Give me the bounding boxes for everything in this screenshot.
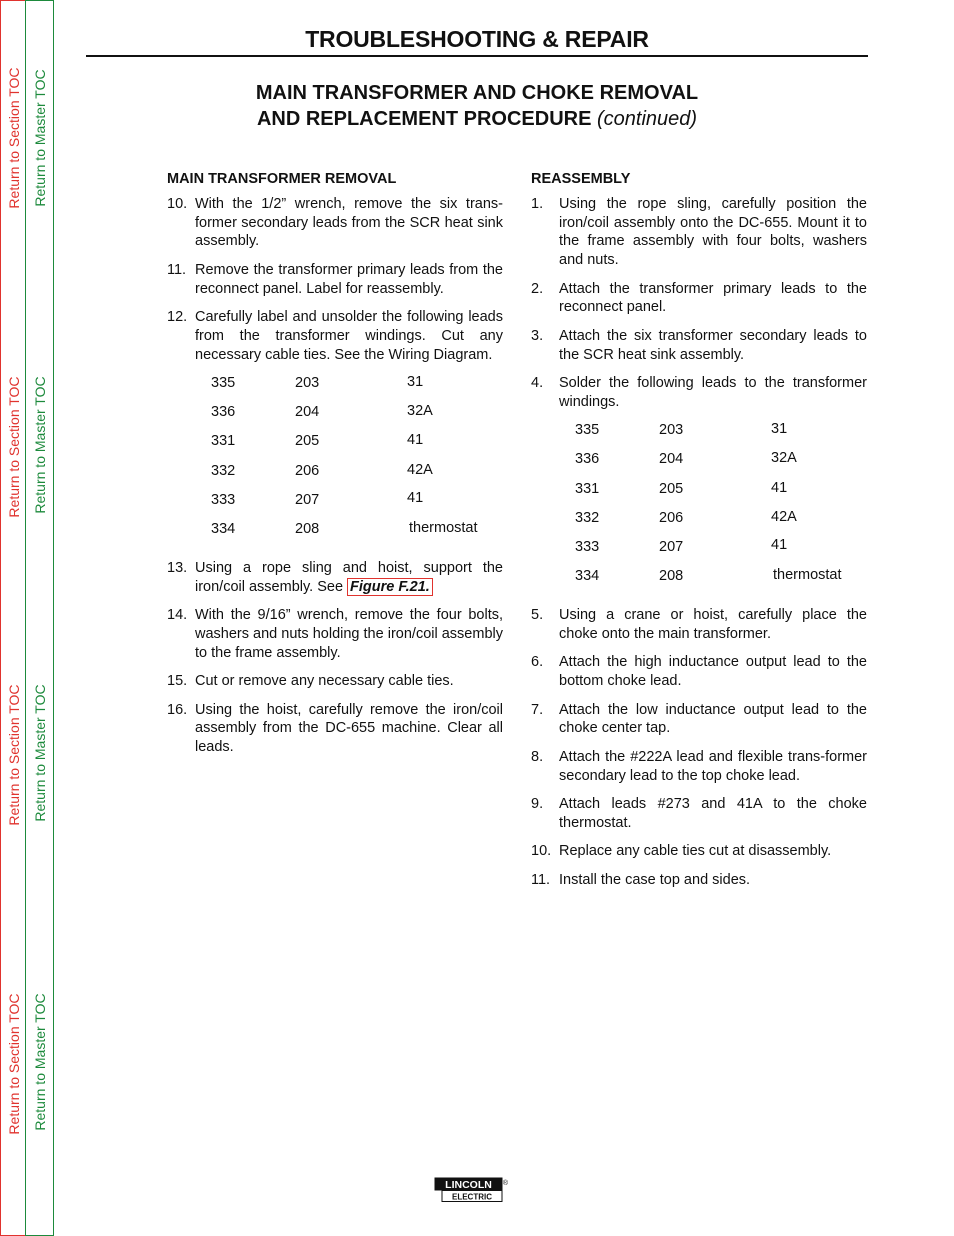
table-row (211, 432, 503, 461)
lead-cell: 203 (295, 374, 320, 391)
lead-cell: 42A (407, 461, 433, 478)
return-to-section-toc-link[interactable]: Return to Section TOC (6, 376, 22, 518)
list-item (167, 701, 503, 757)
lead-cell: 333 (575, 538, 600, 555)
page-title: TROUBLESHOOTING & REPAIR (305, 26, 649, 52)
procedure-title-line2: AND REPLACEMENT PROCEDURE (256, 108, 592, 130)
list-item (531, 195, 867, 270)
step-number: 6. (531, 654, 544, 671)
step-text: Cut or remove any necessary cable ties. (195, 673, 454, 690)
lead-cell: 334 (575, 568, 600, 585)
lead-cell: 207 (295, 491, 320, 508)
step-number: 2. (531, 280, 544, 297)
step-text: Attach the #222A lead and flexible trans-former secondary lead to the top choke lead. (559, 748, 867, 784)
step-text (195, 559, 503, 597)
list-item (167, 261, 503, 299)
lead-cell: 205 (659, 480, 684, 497)
step-number: 3. (531, 327, 544, 344)
removal-column (167, 170, 503, 767)
lead-cell: 336 (575, 451, 600, 468)
lead-cell: 332 (575, 509, 600, 526)
return-to-master-toc-link[interactable]: Return to Master TOC (32, 993, 48, 1131)
list-item (531, 374, 867, 412)
lead-cell: 332 (211, 462, 236, 479)
lead-cell: 331 (575, 480, 600, 497)
procedure-title-line2-wrap (86, 106, 868, 132)
step-number: 11. (531, 871, 551, 888)
step-number: 11. (167, 261, 187, 278)
step-number: 16. (167, 701, 188, 718)
lead-cell: 335 (211, 374, 236, 391)
lead-cell: 204 (295, 404, 320, 421)
figure-f21-link[interactable]: Figure F.21. (347, 578, 433, 596)
list-item (531, 871, 867, 890)
logo-top-text: LINCOLN (445, 1179, 492, 1191)
list-item (531, 701, 867, 739)
lead-cell: 334 (211, 520, 236, 537)
logo-bottom-text: ELECTRIC (452, 1192, 492, 1202)
removal-heading: MAIN TRANSFORMER REMOVAL (167, 171, 397, 187)
lead-cell: 204 (659, 451, 684, 468)
table-row (575, 450, 867, 479)
continued-label: (continued) (596, 108, 698, 130)
lead-cell: 331 (211, 433, 236, 450)
list-item (167, 606, 503, 662)
lead-cell: 42A (771, 508, 797, 525)
lead-cell: 205 (295, 433, 320, 450)
return-to-section-toc-link[interactable]: Return to Section TOC (6, 67, 22, 209)
step-text: Solder the following leads to the transformer windings. (559, 374, 867, 410)
list-item (167, 559, 503, 597)
step-text: Carefully label and unsolder the following leads from the transformer windings. Cut any necessary cable ties. See the Wiring Diagram. (195, 308, 503, 363)
reassembly-column (531, 170, 867, 899)
lead-table (575, 421, 867, 596)
list-item (531, 327, 867, 365)
step-text: Replace any cable ties cut at disassembly. (559, 843, 832, 860)
step-number: 12. (167, 308, 188, 325)
step-text: With the 1/2” wrench, remove the six trans-former secondary leads from the SCR heat sink assembly. (195, 195, 503, 250)
step-number: 14. (167, 607, 188, 624)
header-rule (86, 55, 868, 57)
procedure-title (86, 80, 868, 132)
step-number: 7. (531, 701, 544, 718)
return-to-master-toc-link[interactable]: Return to Master TOC (32, 376, 48, 514)
lead-cell: 208 (659, 568, 684, 585)
step-number: 5. (531, 607, 544, 624)
step-text: Attach leads #273 and 41A to the choke thermostat. (559, 796, 867, 831)
step-number: 10. (531, 843, 552, 860)
lead-cell: 32A (771, 450, 797, 467)
lead-cell (407, 489, 478, 536)
step-text-part: Using a rope sling and hoist, support the iron/coil assembly. See (195, 560, 503, 595)
lead-cell: 41 (407, 432, 424, 449)
step-text: Remove the transformer primary leads from the reconnect panel. Label for reassembly. (195, 261, 503, 297)
reassembly-heading: REASSEMBLY (531, 171, 631, 187)
return-to-section-toc-link[interactable]: Return to Section TOC (6, 993, 22, 1135)
lead-cell: 41 (771, 479, 788, 496)
step-number: 9. (531, 796, 544, 813)
step-number: 1. (531, 195, 544, 212)
lead-cell: 333 (211, 491, 236, 508)
table-row (211, 462, 503, 491)
step-text: Using the hoist, carefully remove the iron/coil assembly from the DC-655 machine. Clear all leads. (195, 701, 503, 756)
step-text: Using a crane or hoist, carefully place the choke onto the main transformer. (559, 607, 867, 643)
lead-cell: 336 (211, 404, 236, 421)
lincoln-electric-logo (434, 1177, 510, 1203)
lead-cell: 203 (659, 422, 684, 439)
list-item (531, 653, 867, 691)
list-item (167, 672, 503, 691)
return-to-master-toc-link[interactable]: Return to Master TOC (32, 684, 48, 822)
lead-cell: 32A (407, 403, 433, 420)
lead-cell (771, 536, 842, 583)
step-text: Attach the low inductance output lead to the choke center tap. (559, 701, 867, 737)
step-text: Attach the transformer primary leads to the reconnect panel. (559, 280, 867, 316)
registered-mark: ® (502, 1180, 509, 1187)
lead-value: 41 (407, 489, 424, 506)
step-number: 13. (167, 560, 188, 577)
procedure-title-line1: MAIN TRANSFORMER AND CHOKE REMOVAL (255, 82, 699, 104)
lead-cell: 31 (771, 421, 788, 438)
lead-value: 41 (771, 536, 788, 553)
step-number: 4. (531, 374, 544, 391)
lead-cell: 335 (575, 422, 600, 439)
list-item (531, 606, 867, 644)
list-item (531, 795, 867, 833)
list-item (531, 748, 867, 786)
list-item (167, 195, 503, 251)
table-row (575, 480, 867, 509)
table-row (575, 509, 867, 538)
step-number: 15. (167, 673, 188, 690)
lead-cell: 208 (295, 520, 320, 537)
table-row (211, 374, 503, 403)
step-number: 10. (167, 195, 188, 212)
step-text: Install the case top and sides. (559, 871, 751, 888)
table-row (575, 421, 867, 450)
step-text: With the 9/16” wrench, remove the four bolts, washers and nuts holding the iron/coil assembly to the frame assembly. (195, 607, 503, 661)
lead-cell: 31 (407, 373, 424, 390)
lead-cell: 206 (295, 462, 320, 479)
return-to-section-toc-link[interactable]: Return to Section TOC (6, 684, 22, 826)
lead-table (211, 374, 503, 549)
lead-cell: 206 (659, 509, 684, 526)
return-to-master-toc-link[interactable]: Return to Master TOC (32, 69, 48, 207)
lead-value: thermostat (409, 519, 478, 536)
list-item (531, 280, 867, 318)
list-item (531, 842, 867, 861)
step-text: Attach the six transformer secondary leads to the SCR heat sink assembly. (559, 327, 867, 363)
step-text: Using the rope sling, carefully position the iron/coil assembly onto the DC-655. Mount it to the frame assembly with four bolts, washers and nuts. (559, 195, 867, 269)
table-row (211, 403, 503, 432)
lead-cell: 207 (659, 538, 684, 555)
lead-value: thermostat (773, 566, 842, 583)
step-number: 8. (531, 748, 544, 765)
step-text: Attach the high inductance output lead to the bottom choke lead. (559, 654, 867, 690)
list-item (167, 308, 503, 364)
